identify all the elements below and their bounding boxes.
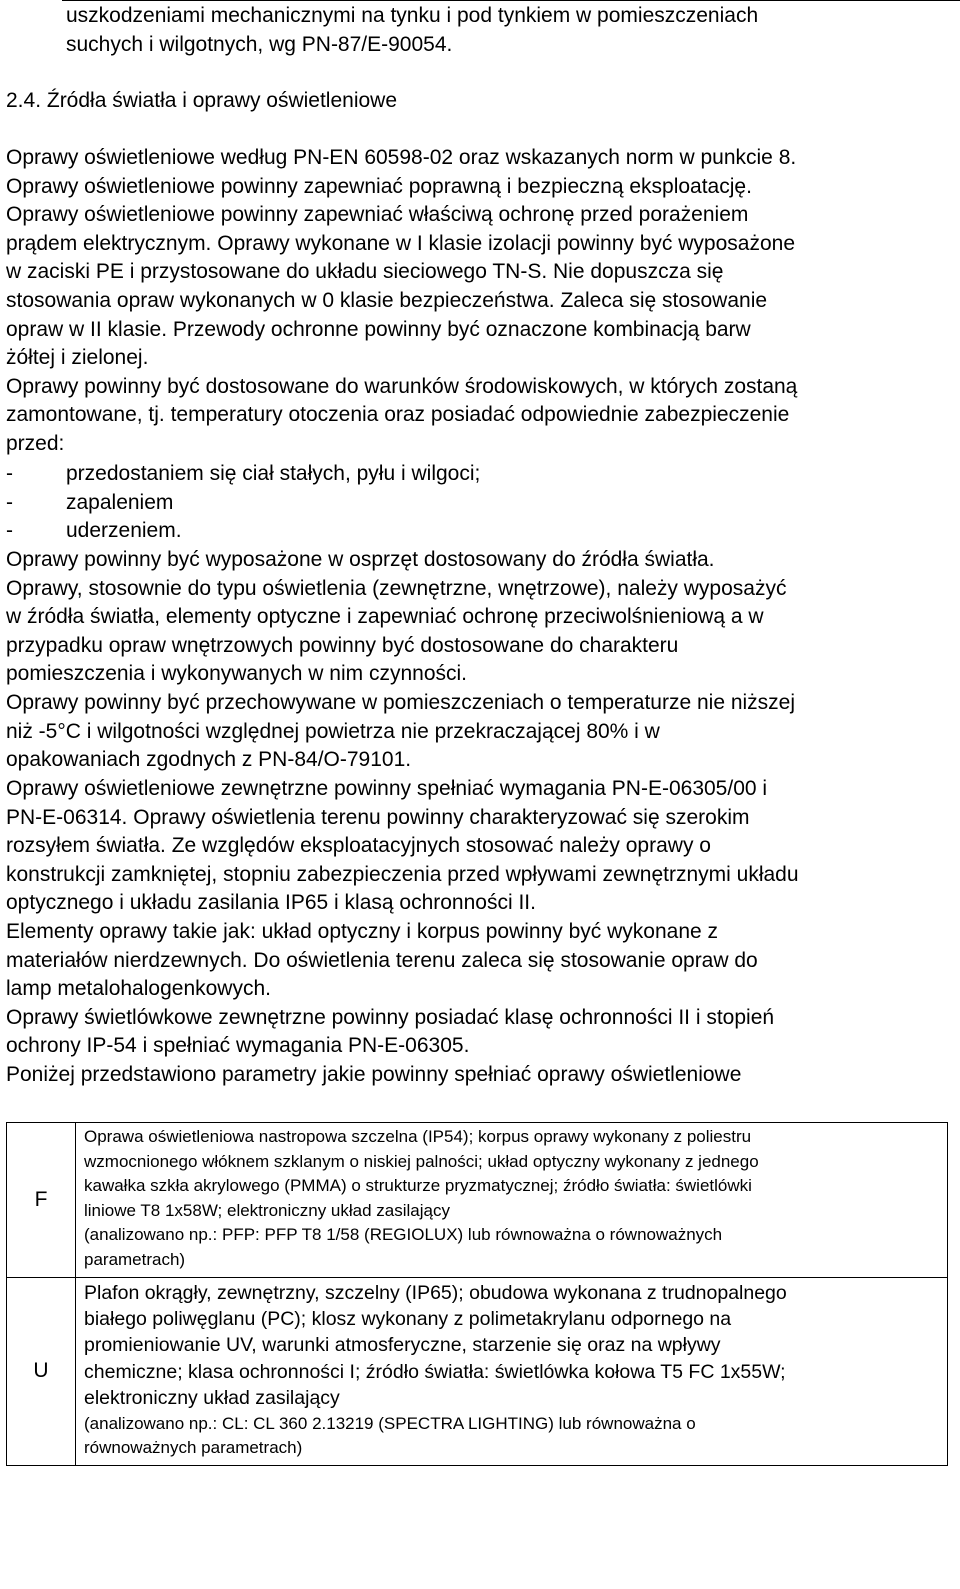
- luminaire-table: [6, 1122, 948, 1466]
- paragraph-3: Oprawy oświetleniowe zewnętrzne powinny spełniać wymagania PN-E-06305/00 i PN-E-06314. Oprawy oświetlenia terenu powinny charakteryzować się szerokim rozsyłem światła. Ze względów eksploatacyjnych stosować należy oprawy o konstrukcji zamkniętej, stopniu zabezpieczenia przed wpływami zewnętrznymi układu optycznego i układu zasilania IP65 i klasą ochronności II. Elementy oprawy takie jak: układ optyczny i korpus powinny być wykonane z materiałów nierdzewnych. Do oświetlenia terenu zaleca się stosowanie opraw do lamp metalohalogenkowych. Oprawy świetlówkowe zewnętrzne powinny posiadać klasę ochronności II i stopień ochrony IP-54 i spełniać wymagania PN-E-06305. Poniżej przedstawiono parametry jakie powinny spełniać oprawy oświetleniowe: [6, 775, 950, 1090]
- continuation-text: uszkodzeniami mechanicznymi na tynku i pod tynkiem w pomieszczeniach suchych i wilgotnych, wg PN-87/E-90054.: [66, 4, 759, 56]
- row-code: F: [7, 1123, 76, 1278]
- top-rule: [62, 0, 960, 1]
- section-heading: 2.4. Źródła światła i oprawy oświetleniowe: [6, 89, 398, 112]
- list-item: - uderzeniem.: [6, 519, 182, 543]
- row-description: Plafon okrągły, zewnętrzny, szczelny (IP65); obudowa wykonana z trudnopalnego białego poliwęglanu (PC); klosz wykonany z polimetakrylanu odpornego na promieniowanie UV, warunki atmosferyczne, starzenie się oraz na wpływy chemiczne; klasa ochronności I; źródło światła: świetlówka kołowa T5 FC 1x55W; elektroniczny układ zasilający (analizowano np.: CL: CL 360 2.13219 (SPECTRA LIGHTING) lub równoważna o równoważnych parametrach): [76, 1277, 948, 1465]
- list-item: - zapaleniem: [6, 490, 174, 514]
- bullet-list: [6, 460, 480, 546]
- row-code: U: [7, 1277, 76, 1465]
- paragraph-1: Oprawy oświetleniowe według PN-EN 60598-02 oraz wskazanych norm w punkcie 8. Oprawy oświetleniowe powinny zapewniać poprawną i bezpieczną eksploatację. Oprawy oświetleniowe powinny zapewniać właściwą ochronę przed porażeniem prądem elektrycznym. Oprawy wykonane w I klasie izolacji powinny być wyposażone w zaciski PE i przystosowane do układu sieciowego TN-S. Nie dopuszcza się stosowania opraw wykonanych w 0 klasie bezpieczeństwa. Zaleca się stosowanie opraw w II klasie. Przewody ochronne powinny być oznaczone kombinacją barw żółtej i zielonej. Oprawy powinny być dostosowane do warunków środowiskowych, w których zostaną zamontowane, tj. temperatury otoczenia oraz posiadać odpowiednie zabezpieczenie przed:: [6, 146, 798, 455]
- justified-line: Oprawy oświetleniowe zewnętrzne powinny spełniać wymagania PN-E-06305/00 i: [6, 777, 768, 800]
- table-row: [7, 1277, 948, 1465]
- paragraph-2: Oprawy powinny być wyposażone w osprzęt dostosowany do źródła światła. Oprawy, stosownie do typu oświetlenia (zewnętrzne, wnętrzowe), należy wyposażyć w źródła światła, elementy optyczne i zapewniać ochronę przeciwolśnieniową a w przypadku opraw wnętrzowych powinny być dostosowane do charakteru pomieszczenia i wykonywanych w nim czynności. Oprawy powinny być przechowywane w pomieszczeniach o temperaturze nie niższej niż -5°C i wilgotności względnej powietrza nie przekraczającej 80% i w opakowaniach zgodnych z PN-84/O-79101.: [6, 548, 796, 772]
- table-row: [7, 1123, 948, 1278]
- row-description: Oprawa oświetleniowa nastropowa szczelna (IP54); korpus oprawy wykonany z poliestru wzmocnionego włóknem szklanym o niskiej palności; układ optyczny wykonany z jednego kawałka szkła akrylowego (PMMA) o strukturze pryzmatycznej; źródło światła: świetlówki liniowe T8 1x58W; elektroniczny układ zasilający (analizowano np.: PFP: PFP T8 1/58 (REGIOLUX) lub równoważna o równoważnych parametrach): [76, 1123, 948, 1278]
- list-item: - przedostaniem się ciał stałych, pyłu i wilgoci;: [6, 462, 481, 485]
